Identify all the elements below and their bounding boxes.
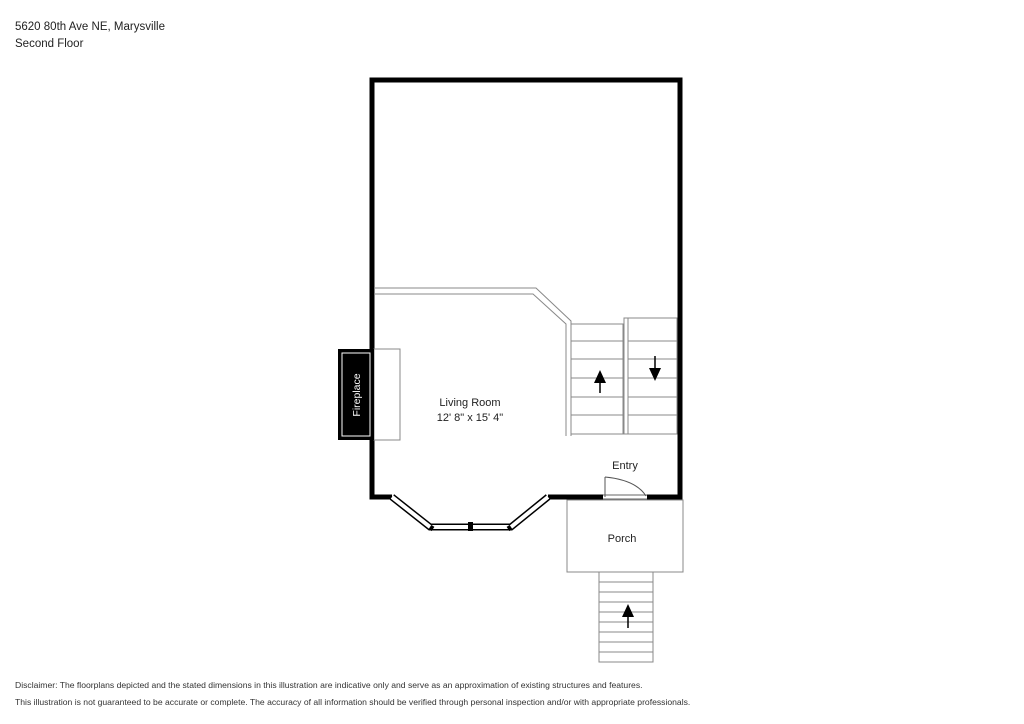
- disclaimer-line-2: This illustration is not guaranteed to be accurate or complete. The accuracy of all information should be verified through personal inspection and/or with appropriate professionals.: [15, 697, 691, 707]
- fireplace-hearth: [374, 349, 400, 440]
- fireplace-label: Fireplace: [351, 373, 363, 417]
- property-address: 5620 80th Ave NE, Marysville: [15, 21, 166, 33]
- entry-label: Entry: [612, 460, 638, 472]
- porch-steps-up-arrow: [622, 604, 634, 628]
- room-dimensions-living-room: 12' 8" x 15' 4": [436, 412, 504, 424]
- stair-down-arrow: [649, 356, 661, 381]
- staircase-down: [624, 318, 677, 434]
- floor-name: Second Floor: [15, 38, 84, 50]
- disclaimer-line-1: Disclaimer: The floorplans depicted and the stated dimensions in this illustration are indicative only and serve as an approximation of existing structures and features.: [15, 680, 643, 690]
- entry-door: [603, 477, 647, 499]
- room-name-living-room: Living Room: [439, 397, 501, 409]
- stair-up-arrow: [594, 370, 606, 393]
- bay-window: [392, 497, 548, 531]
- room-name-porch: Porch: [607, 533, 637, 545]
